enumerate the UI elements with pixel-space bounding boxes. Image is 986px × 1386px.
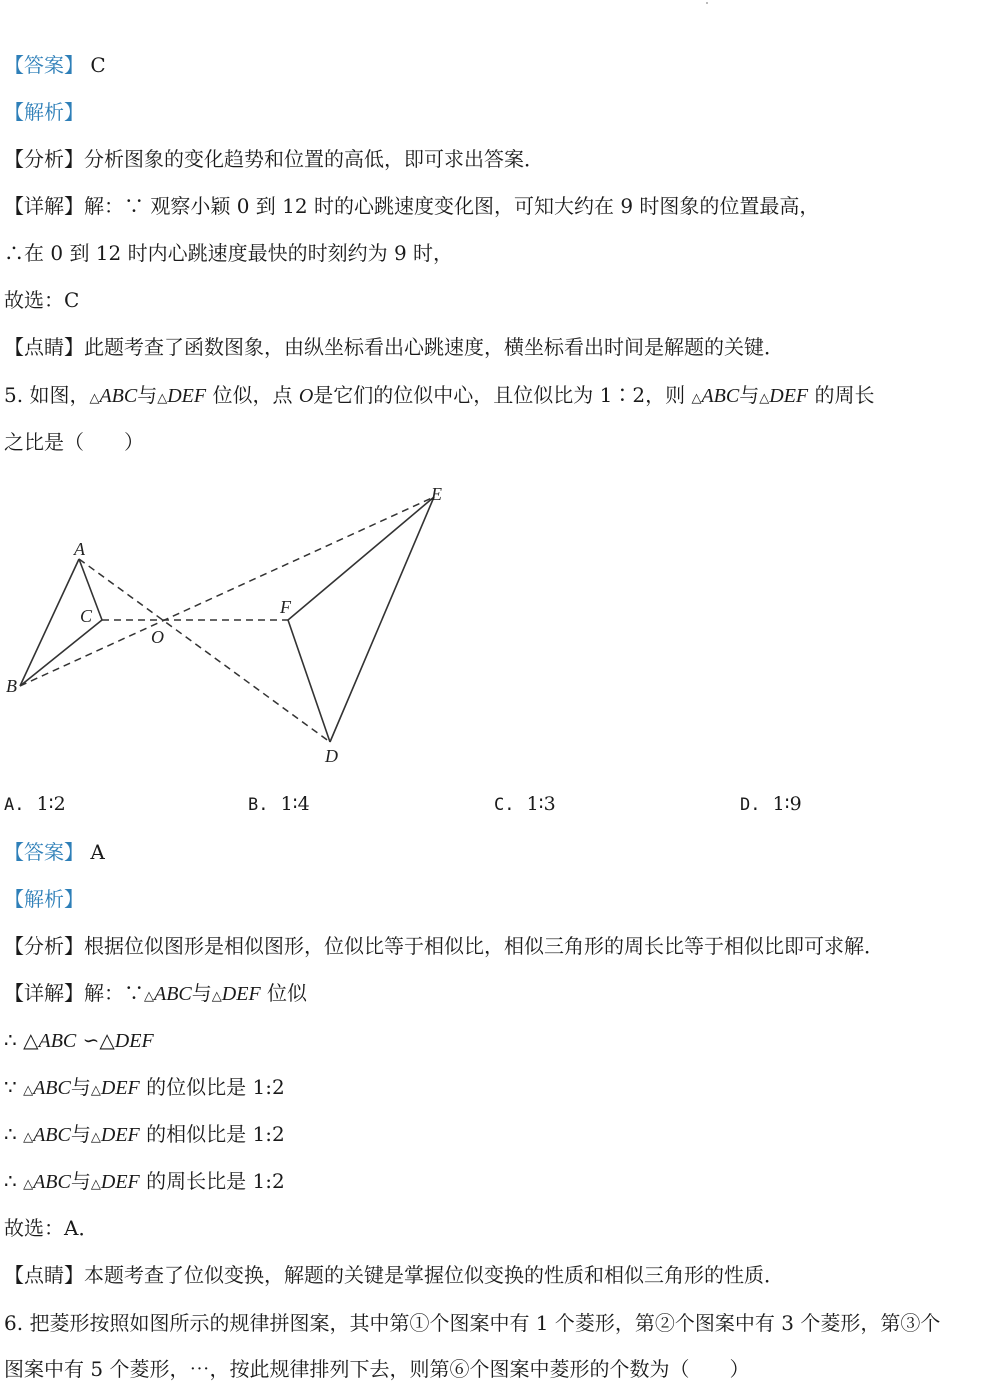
therefore-symbol: ∴ [4, 1028, 17, 1052]
q5-stem-mid1: 位似，点 [212, 383, 293, 407]
option-letter: A. [4, 795, 25, 815]
q5-similar-line [4, 1027, 154, 1054]
q5-xiangjie-line [4, 980, 307, 1010]
yu-word: 与 [739, 383, 760, 407]
point-o-label: O [151, 627, 164, 647]
point-e-label: E [431, 484, 442, 504]
option-value: 1∶3 [526, 793, 556, 815]
q5-fenxi-line [4, 933, 884, 959]
answer-tag: 【答案】 [4, 53, 84, 77]
point-a-label: A [74, 539, 85, 559]
q5-answer-line [4, 839, 105, 865]
point-c-label: C [80, 606, 93, 626]
because-symbol: ∵ [4, 1075, 17, 1099]
triangle-symbol: △ [23, 1028, 39, 1052]
triangle-symbol: △ [89, 391, 100, 406]
def-label: DEF [114, 1030, 154, 1052]
def-label: DEF [221, 983, 261, 1005]
option-value: 1∶4 [280, 793, 310, 815]
q5-stem-end: 的周长 [814, 383, 875, 407]
dianjing-text: 本题考查了位似变换，解题的关键是掌握位似变换的性质和相似三角形的性质． [84, 1263, 784, 1287]
q4-fenxi-line [4, 146, 544, 172]
analysis-tag: 【解析】 [4, 100, 84, 124]
q5-stem-prefix: 5. 如图， [4, 383, 90, 407]
def-label: DEF [167, 385, 207, 407]
dianjing-tag: 【点睛】 [4, 335, 84, 359]
option-letter: C. [494, 795, 515, 815]
q5-weisi-ratio-line [4, 1074, 285, 1104]
dashed-ad [79, 559, 330, 742]
triangle-symbol: △ [90, 1083, 101, 1098]
homothety-figure [0, 470, 470, 770]
yu-word: 与 [70, 1075, 91, 1099]
option-a[interactable] [4, 792, 66, 817]
triangle-symbol: △ [90, 1177, 101, 1192]
answer-value: A [90, 840, 105, 864]
xiangjie-tag: 【详解】 [4, 981, 84, 1005]
def-label: DEF [769, 385, 809, 407]
triangle-symbol: △ [144, 989, 154, 1004]
q4-answer-line [4, 52, 106, 78]
q6-stem-line2: 图案中有 5 个菱形，⋯，按此规律排列下去，则第⑥个图案中菱形的个数为（ ） [4, 1357, 750, 1381]
option-letter: D. [740, 795, 761, 815]
xiangjie-text: 解：∵ 观察小颖 0 到 12 时的心跳速度变化图，可知大约在 9 时图象的位置最高， [84, 194, 820, 218]
option-b[interactable] [248, 792, 310, 817]
weisi-word: 位似 [267, 981, 308, 1005]
triangle-symbol: △ [90, 1130, 101, 1145]
q5-xiangsi-ratio-line [4, 1121, 285, 1151]
segment-ab [20, 559, 79, 686]
q4-conclusion-line: ∴在 0 到 12 时内心跳速度最快的时刻约为 9 时， [4, 241, 454, 265]
abc-label: ABC [154, 983, 192, 1005]
abc-label: ABC [33, 1077, 71, 1099]
scan-speck [706, 2, 708, 4]
segment-ef [288, 497, 434, 620]
q4-analysis-heading [4, 99, 84, 125]
def-label: DEF [100, 1171, 140, 1193]
segment-ed [330, 497, 434, 742]
def-label: DEF [100, 1077, 140, 1099]
yu-word: 与 [70, 1122, 91, 1146]
triangle-symbol: △ [23, 1177, 34, 1192]
def-label: DEF [100, 1124, 140, 1146]
dashed-be [20, 497, 434, 686]
dianjing-tag: 【点睛】 [4, 1263, 84, 1287]
segment-bc [20, 620, 102, 686]
xiangjie-prefix: 解：∵ [84, 981, 144, 1005]
option-value: 1∶9 [772, 793, 802, 815]
yu-word: 与 [191, 981, 212, 1005]
abc-label: ABC [701, 385, 740, 407]
dianjing-text: 此题考查了函数图象，由纵坐标看出心跳速度，横坐标看出时间是解题的关键． [84, 335, 784, 359]
q5-stem-line1 [4, 382, 875, 412]
abc-label: ABC [33, 1171, 71, 1193]
option-value: 1∶2 [36, 793, 66, 815]
fenxi-tag: 【分析】 [4, 147, 84, 171]
q5-stem-mid2: 是它们的位似中心，且位似比为 1∶2，则 [313, 383, 686, 407]
o-label: O [298, 385, 314, 407]
yu-word: 与 [70, 1169, 91, 1193]
answer-value: C [90, 53, 106, 77]
fenxi-tag: 【分析】 [4, 934, 84, 958]
point-d-label: D [325, 746, 338, 766]
triangle-symbol: △ [157, 391, 168, 406]
option-d[interactable] [740, 792, 802, 817]
zhouchang-ratio-text: 的周长比是 1:2 [146, 1169, 285, 1193]
q5-zhouchang-ratio-line [4, 1168, 285, 1198]
triangle-symbol: △ [759, 391, 770, 406]
triangle-symbol: △ [23, 1130, 34, 1145]
abc-label: ABC [33, 1124, 71, 1146]
fenxi-text: 根据位似图形是相似图形，位似比等于相似比，相似三角形的周长比等于相似比即可求解． [84, 934, 884, 958]
triangle-symbol: △ [23, 1083, 34, 1098]
q5-stem-line2: 之比是（ ） [4, 430, 144, 454]
q4-dianjing-line [4, 334, 784, 360]
xiangsi-ratio-text: 的相似比是 1:2 [146, 1122, 285, 1146]
therefore-symbol: ∴ [4, 1122, 17, 1146]
triangle-symbol: △ [211, 989, 222, 1004]
abc-label: ABC [38, 1030, 77, 1052]
point-f-label: F [280, 597, 291, 617]
q5-analysis-heading [4, 886, 84, 912]
q5-dianjing-line [4, 1262, 784, 1288]
yu-word: 与 [137, 383, 158, 407]
triangle-symbol: △ [691, 391, 702, 406]
point-b-label: B [6, 676, 17, 696]
similar-symbol: ∽ [82, 1028, 100, 1052]
q4-choice-line: 故选：C [4, 288, 80, 312]
option-c[interactable] [494, 792, 556, 817]
answer-tag: 【答案】 [4, 840, 84, 864]
q4-xiangjie-line [4, 193, 819, 219]
abc-label: ABC [99, 385, 138, 407]
segment-fd [288, 620, 330, 742]
fenxi-text: 分析图象的变化趋势和位置的高低，即可求出答案． [84, 147, 544, 171]
option-letter: B. [248, 795, 269, 815]
xiangjie-tag: 【详解】 [4, 194, 84, 218]
triangle-symbol: △ [99, 1028, 115, 1052]
q5-choice-line: 故选：A． [4, 1216, 99, 1240]
therefore-symbol: ∴ [4, 1169, 17, 1193]
analysis-tag: 【解析】 [4, 887, 84, 911]
weisi-ratio-text: 的位似比是 1:2 [146, 1075, 285, 1099]
q6-stem-line1: 6. 把菱形按照如图所示的规律拼图案，其中第①个图案中有 1 个菱形，第②个图案中有 3 个菱形，第③个 [4, 1311, 941, 1335]
